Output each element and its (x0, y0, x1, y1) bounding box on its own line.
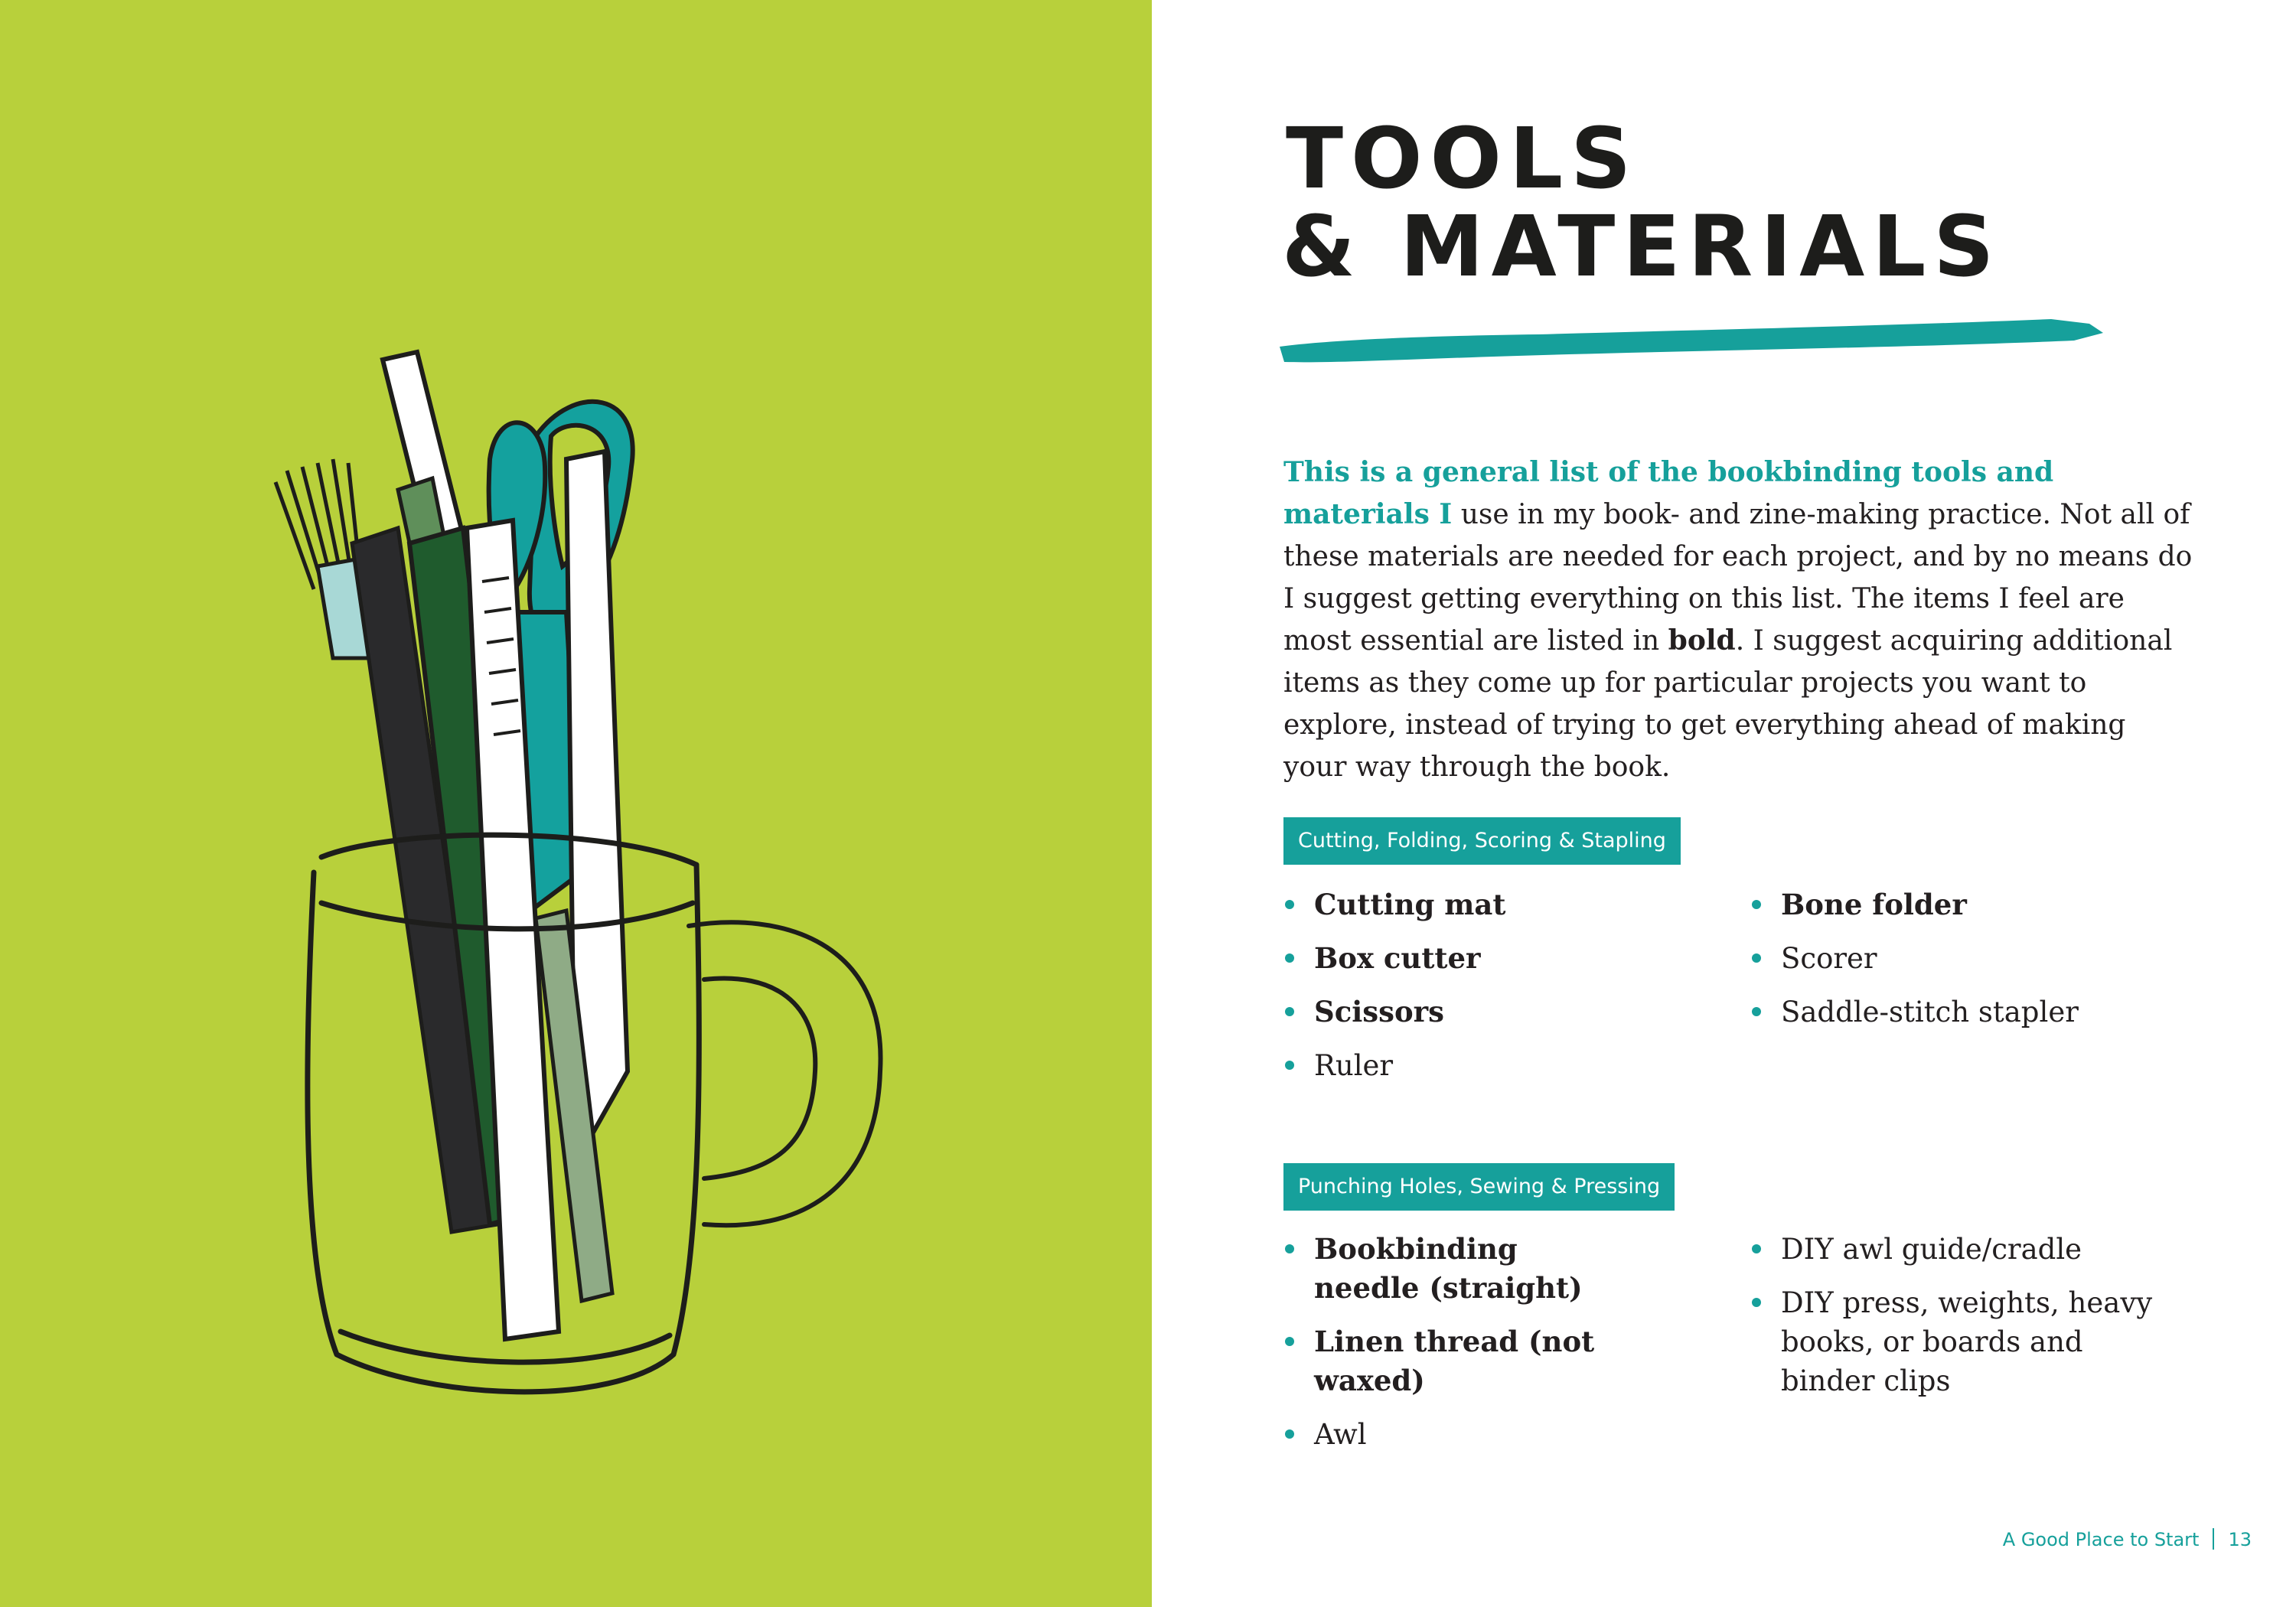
teal-brush-stroke (1278, 310, 2105, 379)
punching-list-col2 (1750, 1230, 2179, 1415)
list-item: Bookbinding needle (straight) (1283, 1230, 1613, 1308)
intro-lead: This is a general list of the bookbinding tools and materials I (1283, 456, 2054, 530)
page-number: 13 (2228, 1529, 2252, 1550)
title-line-1: TOOLS (1286, 109, 1639, 207)
text-panel (1152, 0, 2296, 1607)
list-item: Cutting mat (1283, 885, 1712, 924)
section-heading-cutting: Cutting, Folding, Scoring & Stapling (1283, 817, 1681, 865)
title-line-2: & MATERIALS (1282, 197, 2002, 295)
intro-body: use in my book- and zine-making practice. Not all of these materials are needed for each project, and by no means do I suggest getting everything on this list. The items I feel are most essential are listed in (1283, 499, 2193, 657)
section-heading-punching: Punching Holes, Sewing & Pressing (1283, 1163, 1675, 1211)
list-item: DIY press, weights, heavy books, or boards and binder clips (1750, 1283, 2179, 1400)
list-item: Scorer (1750, 939, 2179, 978)
footer-divider (2213, 1528, 2214, 1550)
list-item: Box cutter (1283, 939, 1712, 978)
intro-tail: . I suggest acquiring additional items as they come up for particular projects you want to explore, instead of trying to get everything ahead of making your way through the book. (1283, 625, 2173, 783)
list-item: Awl (1283, 1415, 1712, 1454)
cutting-list-col1 (1283, 885, 1712, 1100)
tools-jar-illustration (245, 337, 918, 1446)
list-item: Bone folder (1750, 885, 2179, 924)
intro-paragraph (1283, 451, 2194, 788)
list-item: Saddle-stitch stapler (1750, 993, 2179, 1032)
list-item: DIY awl guide/cradle (1750, 1230, 2179, 1269)
list-item: Scissors (1283, 993, 1712, 1032)
page-footer (2003, 1528, 2252, 1550)
chapter-name: A Good Place to Start (2002, 1529, 2200, 1550)
punching-list-col1 (1283, 1230, 1712, 1468)
list-item: Linen thread (not waxed) (1283, 1322, 1712, 1400)
list-item: Ruler (1283, 1046, 1712, 1085)
cutting-list-col2 (1750, 885, 2179, 1046)
page-title (1282, 109, 2002, 295)
intro-bold-word: bold (1668, 624, 1736, 657)
